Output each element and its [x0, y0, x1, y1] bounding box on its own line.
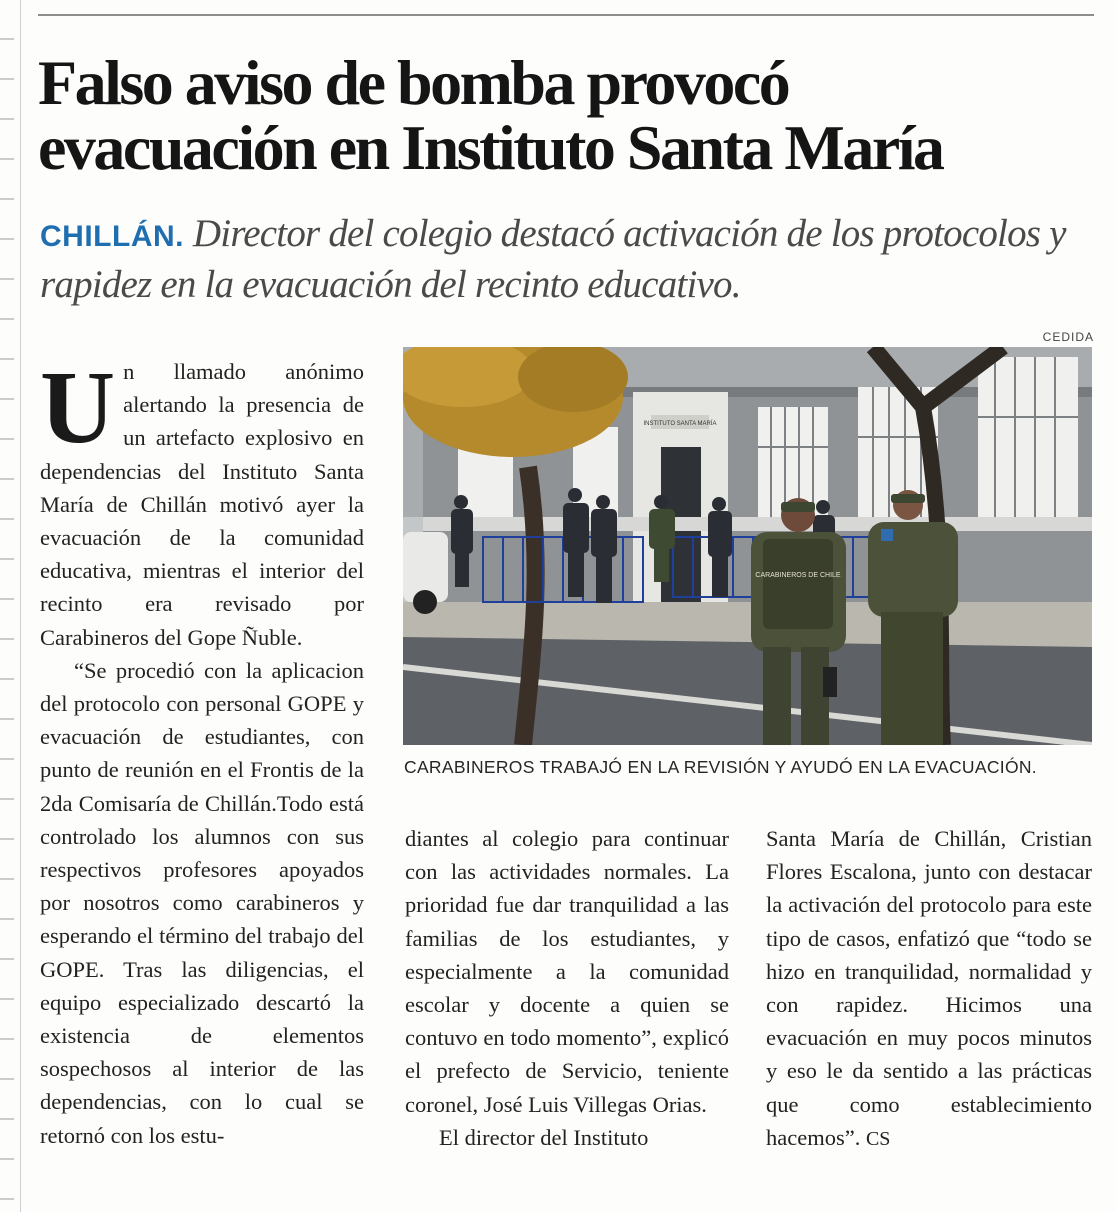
article-column-2: [405, 822, 729, 1154]
place-label: CHILLÁN.: [40, 220, 184, 253]
headline: [38, 47, 1098, 183]
drop-cap: U: [40, 350, 116, 465]
top-rule: [38, 14, 1094, 16]
lede: [40, 210, 1100, 309]
news-photo: [403, 347, 1092, 745]
article-column-1: [40, 350, 364, 1152]
page-edge-line: [20, 0, 21, 1212]
vest-text: CARABINEROS DE CHILE: [755, 572, 841, 579]
paragraph-5-text: Santa María de Chillán, Cristian Flores Escalona, junto con destacar la activación del protocolo para este tipo de casos, enfatizó que “todo se hizo en tranquilidad, normalidad y con rapidez. Hicimos una evacuación en muy pocos minutos y eso le da sentido a las prácticas que como establecimiento hacemos”.: [766, 826, 1092, 1150]
paragraph-5: [766, 822, 1092, 1156]
photo-credit: CEDIDA: [1042, 330, 1094, 344]
article-column-3: [766, 822, 1092, 1156]
paragraph-2: “Se procedió con la aplicacion del protocolo con personal GOPE y evacuación de estudiantes, con punto de reunión en el Frontis de la 2da Comisaría de Chillán.Todo está controlado los alumnos con sus respectivos profesores apoyados por nosotros como carabineros y esperando el término del trabajo del GOPE. Tras las diligencias, el equipo especializado descartó la existencia de elementos sospechosos al interior de las dependencias, con lo cual se retornó con los estu-: [40, 657, 364, 1148]
headline-line-2: evacuación en Instituto Santa María: [38, 112, 943, 183]
paragraph-3: diantes al colegio para continuar con las actividades normales. La prioridad fue dar tranquilidad a las familias de los estudiantes, y especialmente a la comunidad escolar y docente a quien se contuvo en todo momento”, explicó el prefecto de Servicio, teniente coronel, José Luis Villegas Orias.: [405, 826, 729, 1117]
paragraph-1-text: n llamado anónimo alertando la presencia de un artefacto explosivo en dependencias del Instituto Santa María de Chillán motivó ayer la evacuación de la comunidad educativa, mientras el interior del recinto era revisado por Carabineros del Gope Ñuble.: [40, 359, 364, 650]
paragraph-4: El director del Instituto: [439, 1124, 649, 1150]
end-mark-icon: CS: [865, 1127, 891, 1150]
page-edge-marks: [0, 0, 14, 1212]
paragraph-1: [40, 350, 364, 654]
lede-text: Director del colegio destacó activación de los protocolos y rapidez en la evacuación del recinto educativo.: [40, 212, 1066, 306]
photo-caption: CARABINEROS TRABAJÓ EN LA REVISIÓN Y AYUDÓ EN LA EVACUACIÓN.: [404, 757, 1037, 777]
headline-line-1: Falso aviso de bomba provocó: [38, 47, 789, 118]
school-sign: INSTITUTO SANTA MARÍA: [643, 421, 717, 427]
